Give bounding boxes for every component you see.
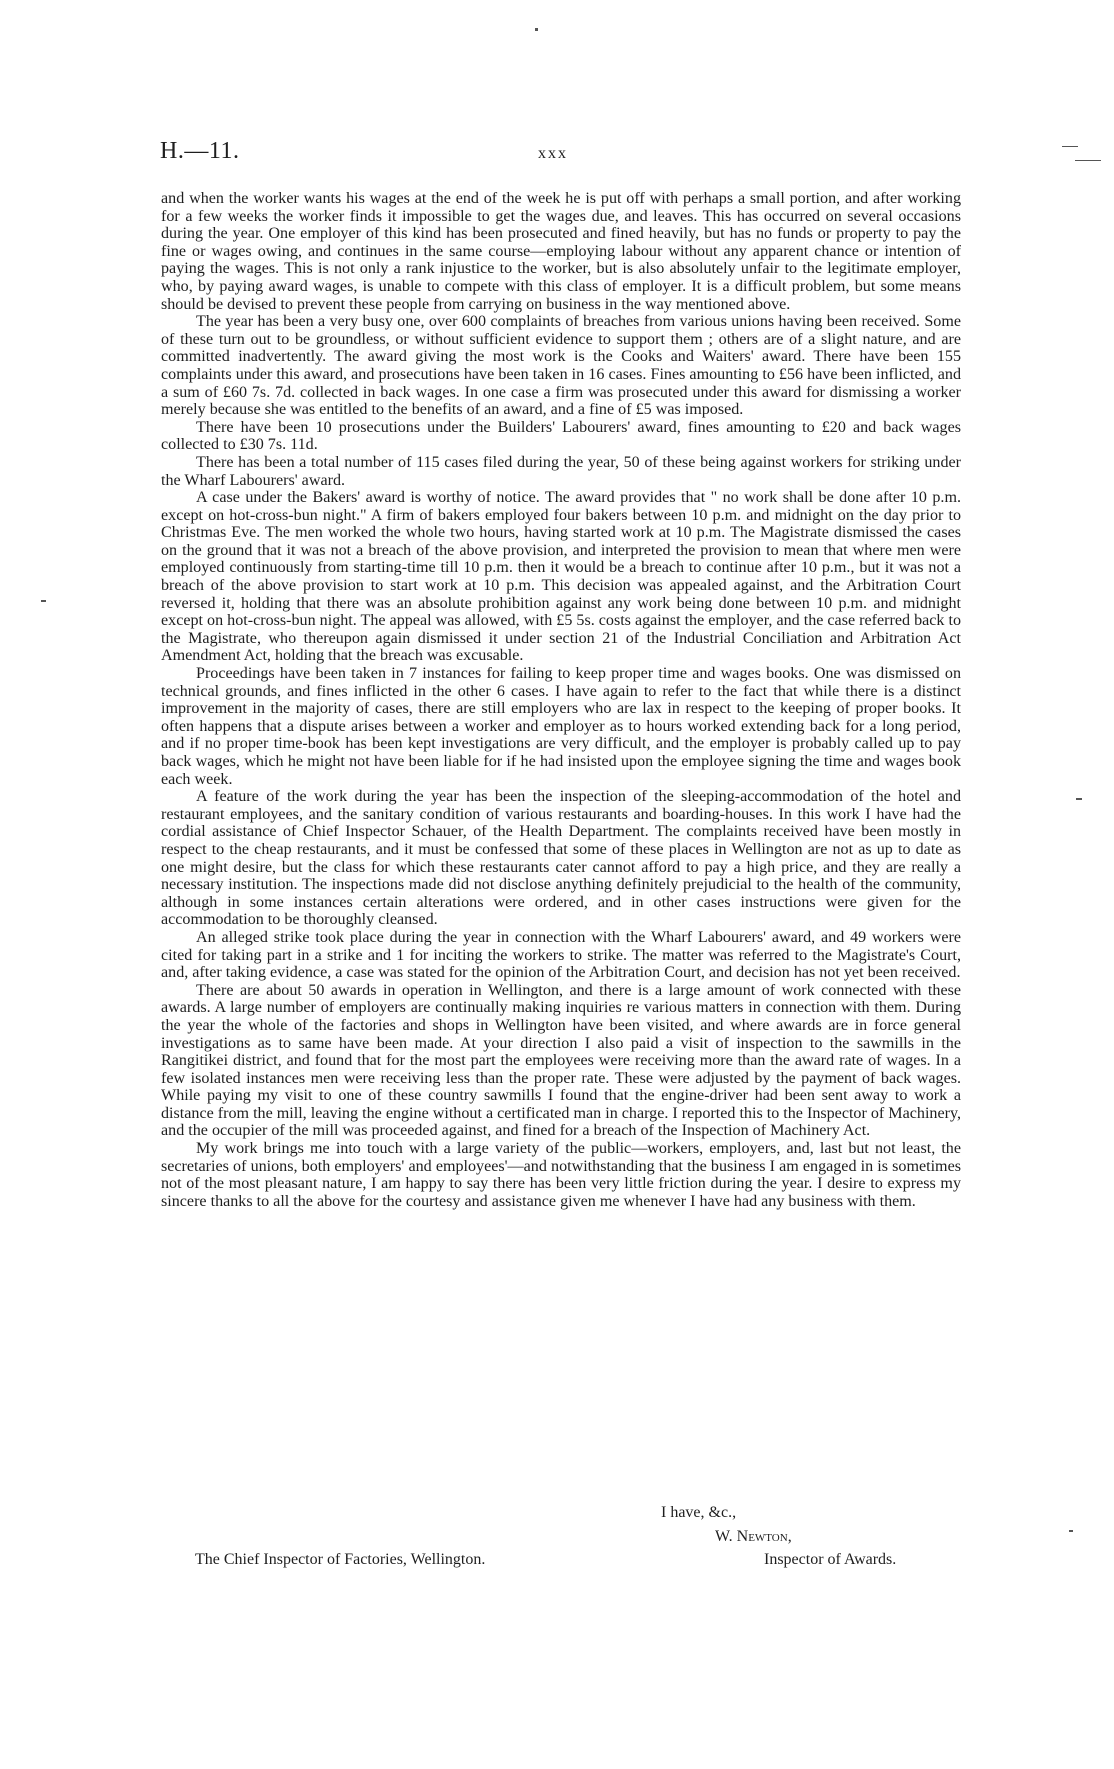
scan-mark xyxy=(1069,1530,1073,1532)
scan-mark xyxy=(1076,798,1082,800)
paragraph: A feature of the work during the year has been the inspection of the sleeping-accommodation of the hotel and restaurant employees, and the sanitary condition of various restaurants and boarding-houses. In this work I have had the cordial assistance of Chief Inspector Schauer, of the Health Department. The complaints received have been mostly in respect to the cheap restaurants, and it must be confessed that some of these places in Wellington are not as up to date as one might desire, but the class for which these restaurants cater cannot afford to pay a high price, and they are really a necessary institution. The inspections made did not disclose anything definitely prejudicial to the health of the community, although in some instances certain alterations were ordered, and in other cases instructions were given for the accommodation to be thoroughly cleansed. xyxy=(161,788,961,929)
page-number: xxx xyxy=(538,145,568,162)
addressee: The Chief Inspector of Factories, Wellington. xyxy=(195,1551,486,1568)
paragraph: and when the worker wants his wages at the end of the week he is put off with perhaps a small portion, and after working for a few weeks the worker finds it impossible to get the wages due, and leaves. This has occurred on several occasions during the year. One employer of this kind has been prosecuted and fined heavily, but has no funds or property to pay the fine or wages owing, and continues in the same course—employing labour without any apparent chance or intention of paying the wages. This is not only a rank injustice to the worker, but is also absolutely unfair to the legitimate employer, who, by paying award wages, is unable to compete with this class of employer. It is a difficult problem, but some means should be devised to prevent these people from carrying on business in the way mentioned above. xyxy=(161,190,961,313)
signatory-title: Inspector of Awards. xyxy=(764,1551,897,1568)
paragraph: An alleged strike took place during the year in connection with the Wharf Labourers' award, and 49 workers were cited for taking part in a strike and 1 for inciting the workers to strike. The matter was referred to the Magistrate's Court, and, after taking evidence, a case was stated for the opinion of the Arbitration Court, and decision has not yet been received. xyxy=(161,928,961,982)
scan-mark xyxy=(1075,160,1101,161)
page-reference: H.—11. xyxy=(160,138,240,164)
paragraph: Proceedings have been taken in 7 instances for failing to keep proper time and wages books. One was dismissed on technical grounds, and fines inflicted in the other 6 cases. I have again to refer to the fact that while there is a distinct improvement in the majority of cases, there are still employers who are lax in respect to the keeping of proper books. It often happens that a dispute arises between a worker and employer as to hours worked extending back for a long period, and if no proper time-book has been kept investigations are very difficult, and the employer is probably called up to pay back wages, which he might not have been liable for if he had insisted upon the employee signing the time and wages book each week. xyxy=(161,665,961,788)
paragraph: A case under the Bakers' award is worthy of notice. The award provides that " no work shall be done after 10 p.m. except on hot-cross-bun night." A firm of bakers employed four bakers between 10 p.m. and midnight on the day prior to Christmas Eve. The men worked the whole two hours, having started work at 10 p.m. The Magistrate dismissed the cases on the ground that it was not a breach of the above provision, and interpreted the provision to mean that where men were employed continuously from starting-time till 10 p.m. then it would be a breach to continue after 10 p.m., but it was not a breach of the above provision to start work at 10 p.m. This decision was appealed against, and the Arbitration Court reversed it, holding that there was an absolute prohibition against any work being done between 10 p.m. and midnight except on hot-cross-bun night. The appeal was allowed, with £5 5s. costs against the employer, and the case referred back to the Magistrate, who thereupon again dismissed it under section 21 of the Industrial Conciliation and Arbitration Act Amendment Act, holding that the breach was excusable. xyxy=(161,489,961,665)
closing-salutation: I have, &c., xyxy=(661,1504,737,1521)
signature-name: W. Newton, xyxy=(715,1528,792,1545)
paragraph: There has been a total number of 115 cases filed during the year, 50 of these being against workers for striking under the Wharf Labourers' award. xyxy=(161,453,961,489)
paragraph: There are about 50 awards in operation in Wellington, and there is a large amount of work connected with these awards. A large number of employers are continually making inquiries re various matters in connection with them. During the year the whole of the factories and shops in Wellington have been visited, and where awards are in force general investigations as to same have been made. At your direction I also paid a visit of inspection to the sawmills in the Rangitikei district, and found that for the most part the employees were receiving more than the award rate of wages. In a few isolated instances men were receiving less than the proper rate. These were adjusted by the payment of back wages. While paying my visit to one of these country sawmills I found that the engine-driver had been sent away to work a distance from the mill, leaving the engine without a certificated man in charge. I reported this to the Inspector of Machinery, and the occupier of the mill was proceeded against, and fined for a breach of the Inspection of Machinery Act. xyxy=(161,981,961,1140)
scan-mark xyxy=(535,28,538,31)
paragraph: The year has been a very busy one, over 600 complaints of breaches from various unions having been received. Some of these turn out to be groundless, or without sufficient evidence to support them ; others are of a slight nature, and are committed inadvertently. The award giving the most work is the Cooks and Waiters' award. There have been 155 complaints under this award, and prosecutions have been taken in 16 cases. Fines amounting to £56 have been inflicted, and a sum of £60 7s. 7d. collected in back wages. In one case a firm was prosecuted under this award for dismissing a worker merely because she was entitled to the benefits of an award, and a fine of £5 was imposed. xyxy=(161,313,961,419)
paragraph: My work brings me into touch with a large variety of the public—workers, employers, and, last but not least, the secretaries of unions, both employers' and employees'—and notwithstanding that the business I am engaged in is sometimes not of the most pleasant nature, I am happy to say there has been very little friction during the year. I desire to express my sincere thanks to all the above for the courtesy and assistance given me whenever I have had any business with them. xyxy=(161,1140,961,1210)
body-text xyxy=(161,190,961,1210)
scan-mark xyxy=(1062,146,1078,147)
scan-mark xyxy=(41,600,46,602)
paragraph: There have been 10 prosecutions under the Builders' Labourers' award, fines amounting to £20 and back wages collected to £30 7s. 11d. xyxy=(161,418,961,454)
